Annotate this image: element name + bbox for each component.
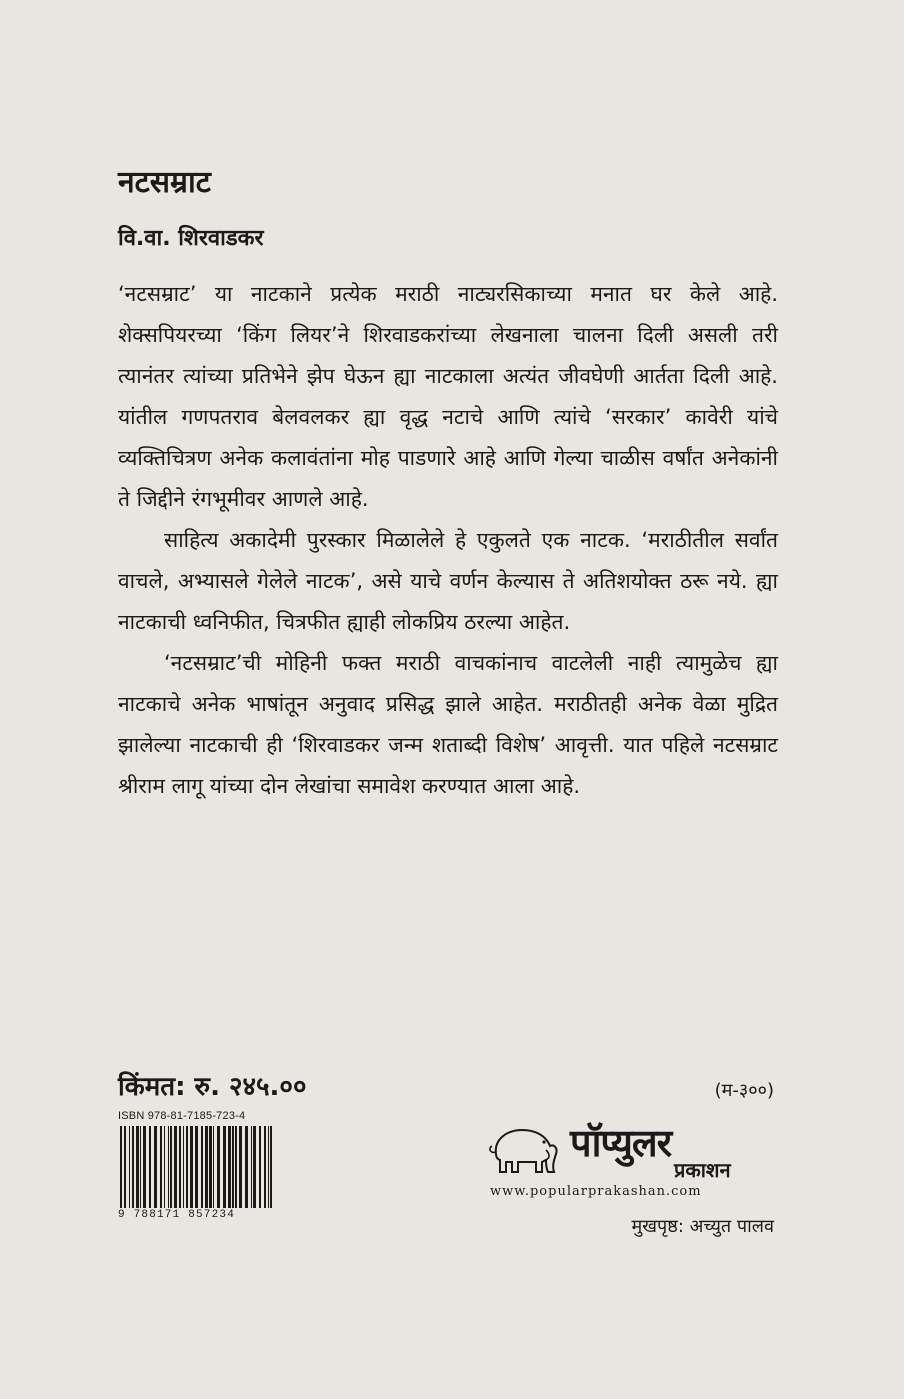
publisher-logo [484,1118,784,1182]
barcode-bar [132,1126,134,1208]
barcode-bar [120,1126,122,1208]
barcode-bar [136,1126,139,1208]
barcode-bar [235,1126,237,1208]
barcode-bar [232,1126,234,1208]
isbn-text: ISBN 978-81-7185-723-4 [118,1110,246,1122]
book-author: वि.वा. शिरवाडकर [118,226,264,251]
barcode-bar [209,1126,212,1208]
barcode-bar [245,1126,248,1208]
elephant-logo-icon [484,1118,568,1178]
blurb-paragraph-2: साहित्य अकादेमी पुरस्कार मिळालेले हे एकुलते एक नाटक. ‘मराठीतील सर्वांत वाचले, अभ्यासले गेलेले नाटक’, असे याचे वर्णन केल्यास ते अतिशयोक्त ठरू नये. ह्या नाटकाची ध्वनिफीत, चित्रफीत ह्याही लोकप्रिय ठरल्या आहेत. [118,528,778,634]
blurb-paragraph-3: ‘नटसम्राट’ची मोहिनी फक्त मराठी वाचकांनाच वाटलेली नाही त्यामुळेच ह्या नाटकाचे अनेक भाषांतून अनुवाद प्रसिद्ध झाले आहेत. मराठीतही अनेक वेळा मुद्रित झालेल्या नाटकाची ही ‘शिरवाडकर जन्म शताब्दी विशेष’ आवृत्ती. यात पहिले नटसम्राट श्रीराम लागू यांच्या दोन लेखांचा समावेश करण्यात आला आहे. [118,651,778,798]
publisher-subtitle: प्रकाशन [674,1158,731,1182]
barcode-bar [168,1126,169,1208]
book-blurb [118,274,778,807]
barcode-bar [143,1126,146,1208]
barcode-bar [217,1126,220,1208]
barcode-bar [129,1126,130,1208]
barcode-bar [251,1126,252,1208]
barcode-bar [270,1126,272,1208]
barcode-bar [213,1126,214,1208]
catalog-code: (म-३००) [714,1080,774,1101]
barcode-bar [259,1126,261,1208]
barcode-bar [239,1126,242,1208]
barcode-bar [223,1126,226,1208]
barcode-bar [190,1126,193,1208]
barcode-bar [264,1126,266,1208]
barcode-bar [170,1126,172,1208]
barcode-bar [160,1126,162,1208]
barcode-bar [149,1126,151,1208]
blurb-paragraph-1: ‘नटसम्राट’ या नाटकाने प्रत्येक मराठी नाट्यरसिकाच्या मनात घर केले आहे. शेक्सपियरच्या ‘किंग लियर’ने शिरवाडकरांच्या लेखनाला चालना दिली असली तरी त्यानंतर त्यांच्या प्रतिभेने झेप घेऊन ह्या नाटकाला अत्यंत जीवघेणी आर्तता दिली आहे. यांतील गणपतराव बेलवलकर ह्या वृद्ध नटाचे आणि त्यांचे ‘सरकार’ कावेरी यांचे व्यक्तिचित्रण अनेक कलावंतांना मोह पाडणारे आहे आणि गेल्या चाळीस वर्षांत अनेकांनी ते जिद्दीने रंगभूमीवर आणले आहे. [118,282,778,511]
barcode-bar [195,1126,198,1208]
barcode-bar [179,1126,181,1208]
barcode-bar [205,1126,208,1208]
barcode-bar [183,1126,184,1208]
barcode-bar [154,1126,157,1208]
barcode-bar [201,1126,203,1208]
barcode-bar [268,1126,269,1208]
barcode-bar [174,1126,177,1208]
barcode-bar [140,1126,141,1208]
barcode-block [118,1110,278,1221]
barcode-bar [228,1126,231,1208]
publisher-website: www.popularprakashan.com [490,1184,702,1199]
barcode-bar [253,1126,256,1208]
price-label: किंमत: रु. २४५.०० [118,1072,307,1102]
barcode [118,1126,278,1208]
cover-credit: मुखपृष्ठ: अच्युत पालव [631,1216,774,1237]
barcode-bar [164,1126,165,1208]
book-title: नटसम्राट [118,165,211,200]
barcode-bar [124,1126,126,1208]
publisher-name: पॉप्युलर [570,1121,672,1165]
barcode-digits: 9 788171 857234 [118,1209,236,1221]
barcode-bar [186,1126,188,1208]
